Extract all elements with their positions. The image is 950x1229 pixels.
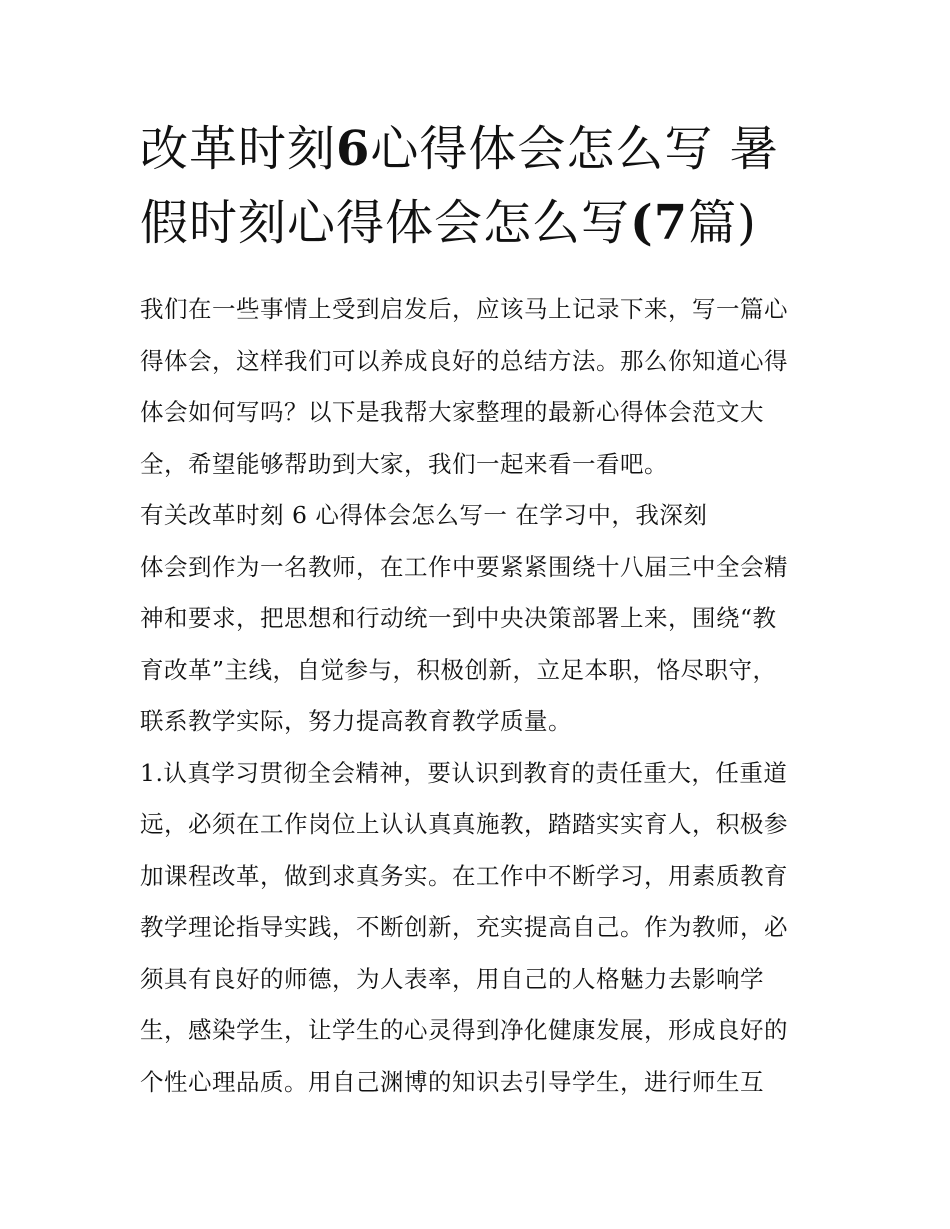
document-content — [140, 112, 815, 1108]
title-number: 6 — [336, 121, 371, 177]
title-part-2: 心得体会怎么写 暑假时刻心得体会怎么写 — [140, 121, 779, 251]
text-line: 体会如何写吗？以下是我帮大家整理的最新心得体会范文大 — [140, 398, 764, 426]
text-line: 联系教学实际，努力提高教育教学质量。 — [140, 707, 572, 735]
text-line: 得体会，这样我们可以养成良好的总结方法。那么你知道心得 — [140, 346, 788, 375]
text-line: 有关改革时刻 6 心得体会怎么写一 在学习中，我深刻 — [140, 501, 708, 529]
text-line: 生，感染学生，让学生的心灵得到净化健康发展，形成良好的 — [140, 1016, 788, 1044]
title-end: 篇) — [688, 195, 757, 251]
text-line: 神和要求，把思想和行动统一到中央决策部署上来，围绕“教 — [140, 604, 777, 632]
text-line: 教学理论指导实践，不断创新，充实提高自己。作为教师，必 — [140, 913, 788, 941]
text-line: 全，希望能够帮助到大家，我们一起来看一看吧。 — [140, 449, 668, 478]
text-line: 加课程改革，做到求真务实。在工作中不断学习，用素质教育 — [140, 861, 788, 890]
text-line: 须具有良好的师德，为人表率，用自己的人格魅力去影响学 — [140, 964, 764, 993]
intro-paragraph — [140, 284, 815, 490]
section-paragraph — [140, 490, 815, 748]
title-part-1: 改革时刻 — [140, 121, 337, 177]
text-line: 育改革”主线，自觉参与，积极创新，立足本职，恪尽职守， — [140, 655, 777, 684]
text-line: 我们在一些事情上受到启发后，应该马上记录下来，写一篇心 — [140, 295, 788, 323]
text-line: 个性心理品质。用自己渊博的知识去引导学生，进行师生互 — [140, 1067, 764, 1096]
text-line: 体会到作为一名教师，在工作中要紧紧围绕十八届三中全会精 — [140, 552, 788, 581]
text-line: 1.认真学习贯彻全会精神，要认识到教育的责任重大，任重道 — [140, 758, 788, 787]
title-count: (7 — [630, 195, 689, 251]
numbered-paragraph — [140, 748, 815, 1109]
document-title — [140, 112, 815, 260]
text-line: 远，必须在工作岗位上认认真真施教，踏踏实实育人，积极参 — [140, 810, 788, 838]
